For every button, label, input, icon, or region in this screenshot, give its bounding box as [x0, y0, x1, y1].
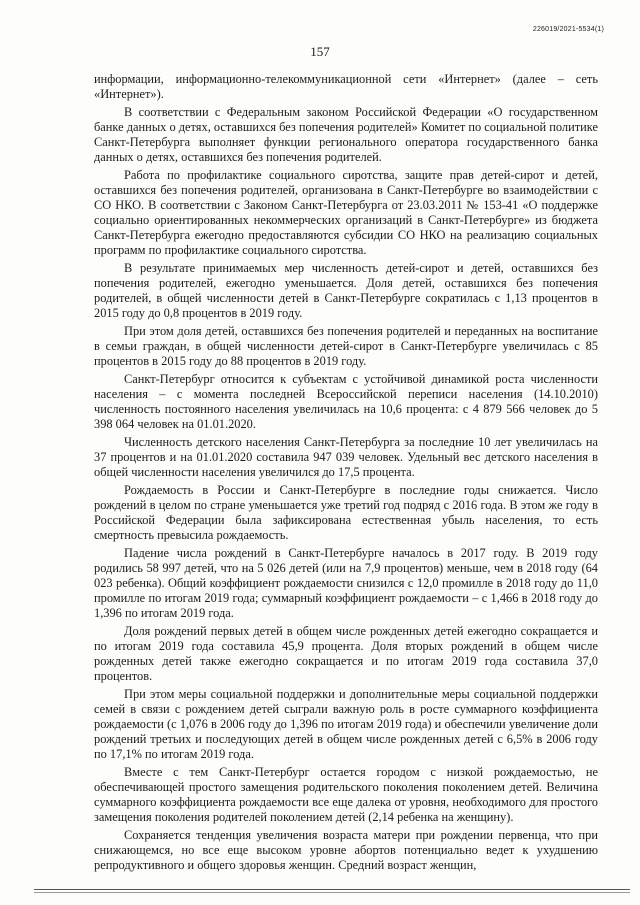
- paragraph: Численность детского населения Санкт-Петербурга за последние 10 лет увеличилась на 37 процентов и на 01.01.2020 составила 947 039 человек. Удельный вес детского населения в общей численности населения увеличился до 17,5 процента.: [94, 435, 598, 479]
- paragraph: Работа по профилактике социального сиротства, защите прав детей-сирот и детей, оставшихся без попечения родителей, организована в Санкт-Петербурге во взаимодействии с СО НКО. В соответствии с Законом Санкт-Петербурга от 23.03.2011 № 153-41 «О поддержке социально ориентированных некоммерческих организаций в Санкт-Петербурге» из бюджета Санкт-Петербурга ежегодно предоставляются субсидии СО НКО на реализацию социальных программ по профилактике социального сиротства.: [94, 168, 598, 257]
- paragraph: В соответствии с Федеральным законом Российской Федерации «О государственном банке данных о детях, оставшихся без попечения родителей» Комитет по социальной политике Санкт-Петербурга выполняет функции регионального оператора государственного банка данных о детях, оставшихся без попечения родителей.: [94, 105, 598, 164]
- paragraph: В результате принимаемых мер численность детей-сирот и детей, оставшихся без попечения родителей, ежегодно уменьшается. Доля детей, оставшихся без попечения родителей, в общей численности детей в Санкт-Петербурге сократилась с 1,13 процентов в 2015 году до 0,8 процентов в 2019 году.: [94, 261, 598, 320]
- paragraph: Сохраняется тенденция увеличения возраста матери при рождении первенца, что при снижающемся, но все еще высоком уровне абортов потенциально ведет к ухудшению репродуктивного и общего здоровья женщин. Средний возраст женщин,: [94, 828, 598, 872]
- paragraph: Рождаемость в России и Санкт-Петербурге в последние годы снижается. Число рождений в целом по стране уменьшается уже третий год подряд с 2016 года. В этом же году в Российской Федерации была зафиксирована естественная убыль населения, то есть смертность превысила рождаемость.: [94, 483, 598, 542]
- paragraph: Доля рождений первых детей в общем числе рожденных детей ежегодно сокращается и по итогам 2019 года составила 45,9 процента. Доля вторых рождений в общем числе рожденных детей также ежегодно сокращается и по итогам 2019 года составила 37,0 процентов.: [94, 624, 598, 683]
- paragraph: информации, информационно-телекоммуникационной сети «Интернет» (далее – сеть «Интернет»).: [94, 72, 598, 101]
- paragraph: Вместе с тем Санкт-Петербург остается городом с низкой рождаемостью, не обеспечивающей простого замещения родительского поколения поколением детей. Величина суммарного коэффициента рождаемости все еще далека от уровня, необходимого для простого замещения поколения родителей поколением детей (2,14 ребенка на женщину).: [94, 765, 598, 824]
- paragraph: При этом доля детей, оставшихся без попечения родителей и переданных на воспитание в семьи граждан, в общей численности детей-сирот в Санкт-Петербурге увеличилась с 85 процентов в 2015 году до 88 процентов в 2019 году.: [94, 324, 598, 368]
- document-number: 226019/2021-5534(1): [532, 26, 604, 33]
- paragraph: При этом меры социальной поддержки и дополнительные меры социальной поддержки семей в связи с рождением детей сыграли важную роль в росте суммарного коэффициента рождаемости (с 1,076 в 2006 году до 1,396 по итогам 2019 года) и обеспечили увеличение доли рождений третьих и последующих детей в общем числе рожденных детей с 6,5% в 2006 году по 17,1% по итогам 2019 года.: [94, 687, 598, 761]
- body-text: [94, 72, 598, 876]
- scan-bottom-edge-shadow: [34, 892, 630, 893]
- page-number: 157: [310, 44, 330, 59]
- paragraph: Санкт-Петербург относится к субъектам с устойчивой динамикой роста численности населения – с момента последней Всероссийской переписи населения (14.10.2010) численность постоянного населения увеличилась на 10,6 процента: с 4 879 566 человек до 5 398 064 человек на 01.01.2020.: [94, 372, 598, 431]
- paragraph: Падение числа рождений в Санкт-Петербурге началось в 2017 году. В 2019 году родились 58 997 детей, что на 5 026 детей (или на 7,9 процентов) меньше, чем в 2018 году (64 023 ребенка). Общий коэффициент рождаемости снизился с 12,0 промилле в 2018 году до 11,0 промилле по итогам 2019 года; суммарный коэффициент рождаемости – с 1,466 в 2018 году до 1,396 по итогам 2019 года.: [94, 546, 598, 620]
- scan-bottom-edge: [34, 889, 630, 890]
